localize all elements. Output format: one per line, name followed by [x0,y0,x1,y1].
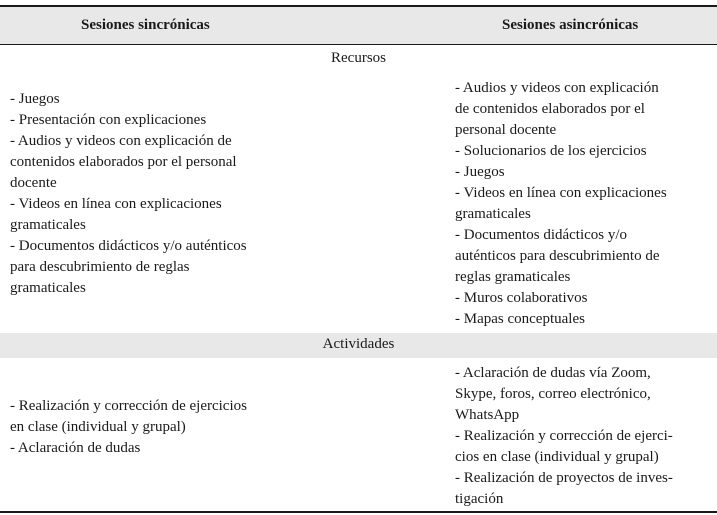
text-line: WhatsApp [455,407,520,423]
text-line: - Aclaración de dudas vía Zoom, [455,365,651,381]
table-header-row [0,7,717,45]
text-line: - Realización de proyectos de inves- [455,470,673,486]
text-line: - Videos en línea con explicaciones [455,185,667,201]
text-line: - Documentos didácticos y/o auténticos [10,238,247,254]
text-line: - Realización y corrección de ejerci- [455,428,673,444]
text-line: - Aclaración de dudas [10,440,141,456]
text-line: en clase (individual y grupal) [10,419,186,435]
section-title-resources: Recursos [331,50,386,66]
text-line: - Juegos [455,164,505,180]
text-line: gramaticales [10,217,86,233]
activities-sync-cell [10,396,247,459]
text-line: gramaticales [10,280,86,296]
text-line: de contenidos elaborados por el [455,101,645,117]
header-async-sessions: Sesiones asincrónicas [502,17,639,33]
text-line: - Mapas conceptuales [455,311,585,327]
text-line: auténticos para descubrimiento de [455,248,660,264]
text-line: reglas gramaticales [455,269,571,285]
text-line: - Documentos didácticos y/o [455,227,628,243]
header-sync-sessions: Sesiones sincrónicas [81,17,210,33]
text-line: contenidos elaborados por el personal [10,154,237,170]
text-line: - Videos en línea con explicaciones [10,196,222,212]
section-band-resources [0,45,717,73]
table-bottom-rule [0,511,717,513]
activities-async-cell [455,363,673,510]
text-line: - Presentación con explicaciones [10,112,207,128]
text-line: - Audios y videos con explicación de [10,133,232,149]
text-line: - Muros colaborativos [455,290,588,306]
text-line: - Juegos [10,91,60,107]
text-line: Skype, foros, correo electrónico, [455,386,651,402]
text-line: - Solucionarios de los ejercicios [455,143,647,159]
text-line: docente [10,175,57,191]
text-line: cios en clase (individual y grupal) [455,449,659,465]
section-band-activities [0,333,717,358]
text-line: personal docente [455,122,557,138]
text-line: tigación [455,491,504,507]
resources-sync-cell [10,89,247,299]
text-line: para descubrimiento de reglas [10,259,190,275]
text-line: - Realización y corrección de ejercicios [10,398,247,414]
text-line: - Audios y videos con explicación [455,80,659,96]
section-title-activities: Actividades [322,336,395,352]
resources-async-cell [455,78,667,330]
text-line: gramaticales [455,206,531,222]
